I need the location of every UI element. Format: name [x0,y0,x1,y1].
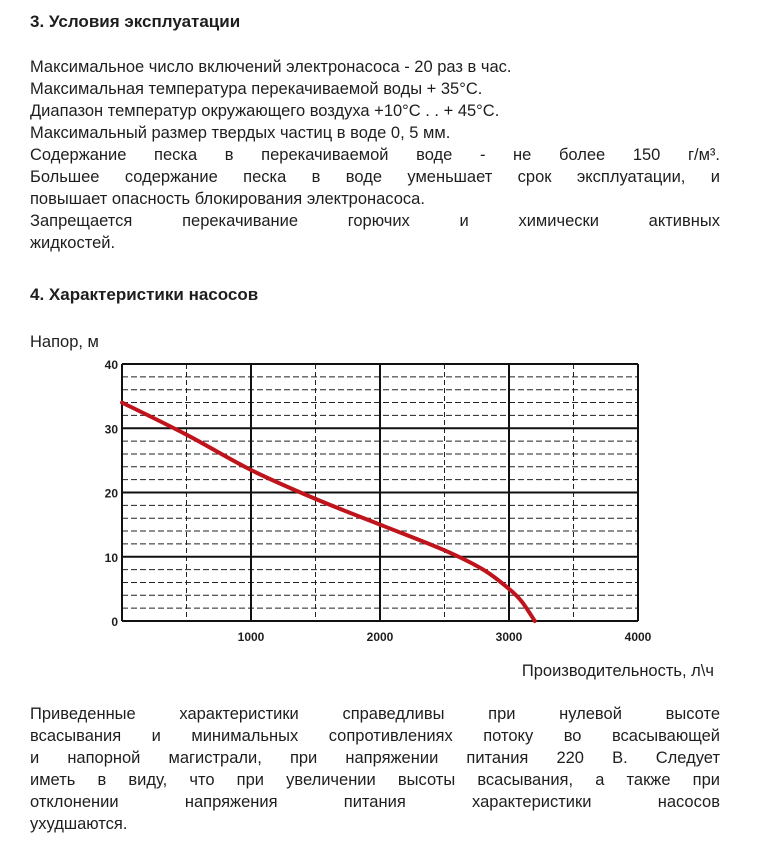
x-tick-label: 1000 [237,630,265,644]
note-line: и напорной магистрали, при напряжении питания 220 В. Следует [30,749,720,767]
note-line: ухудшаются. [30,815,128,833]
section-4-title: 4. Характеристики насосов [30,285,259,304]
note-line: Приведенные характеристики справедливы при нулевой высоте [30,705,720,723]
x-tick-label: 4000 [624,630,652,644]
x-tick-label: 2000 [366,630,394,644]
y-tick-label: 40 [104,358,118,372]
condition-line: Максимальный размер твердых частиц в воде 0, 5 мм. [30,124,451,142]
y-tick-label: 10 [104,550,118,565]
condition-line: Содержание песка в перекачиваемой воде - не более 150 г/м³. [30,146,720,164]
condition-line: жидкостей. [30,234,116,252]
note-line: отклонении напряжения питания характеристики насосов [30,793,720,811]
section-3-title: 3. Условия эксплуатации [30,12,241,31]
pump-performance-chart [0,320,761,690]
x-tick-label: 3000 [495,630,523,644]
y-tick-label: 0 [111,615,118,629]
operating-conditions-text [30,56,720,254]
pump-curve-line [122,403,535,621]
chart-grid [122,364,638,621]
y-axis-label: Напор, м [30,333,99,351]
condition-line: Максимальное число включений электронасоса - 20 раз в час. [30,58,512,76]
y-tick-label: 30 [104,422,118,437]
note-line: всасывания и минимальных сопротивлениях потоку во всасывающей [30,727,720,745]
condition-line: Запрещается перекачивание горючих и химически активных [30,212,720,230]
condition-line: повышает опасность блокирования электронасоса. [30,190,425,208]
y-tick-labels [105,358,119,629]
note-line: иметь в виду, что при увеличении высоты всасывания, а также при [30,771,720,789]
x-tick-labels [238,630,652,644]
condition-line: Максимальная температура перекачиваемой воды + 35°С. [30,80,483,98]
condition-line: Большее содержание песка в воде уменьшает срок эксплуатации, и [30,168,720,186]
condition-line: Диапазон температур окружающего воздуха +10°С . . + 45°С. [30,102,500,120]
x-axis-label: Производительность, л\ч [521,662,714,680]
y-tick-label: 20 [104,486,118,501]
characteristics-note [30,703,720,835]
